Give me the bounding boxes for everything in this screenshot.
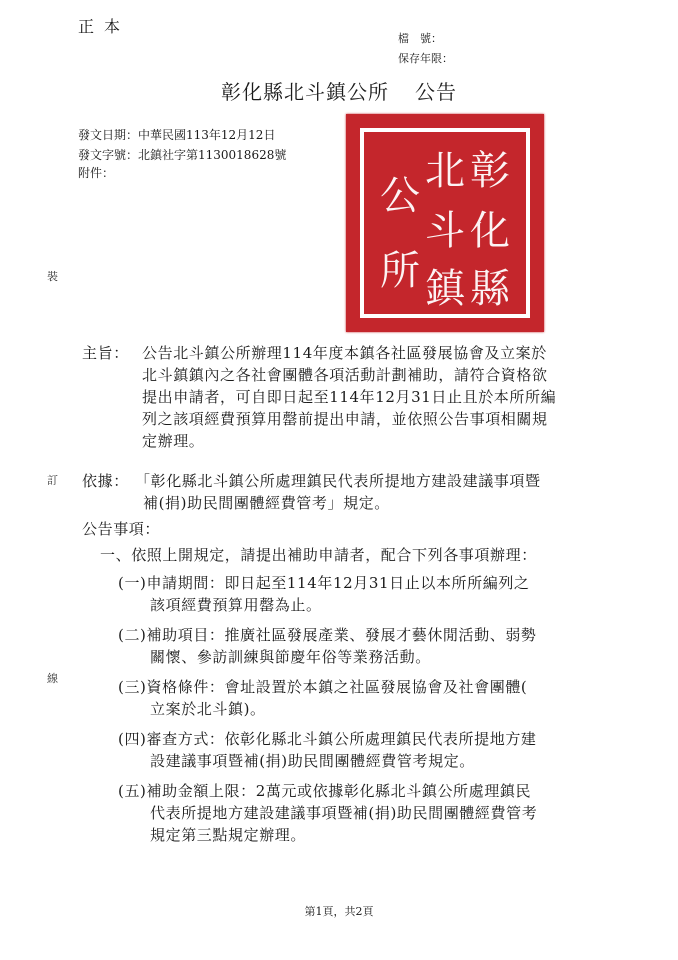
binding-mark-ding: 訂 [47, 474, 58, 487]
seal-glyph: 鎮 [425, 266, 465, 312]
subitem-marker: (二) [118, 626, 147, 644]
basis-text [135, 470, 541, 514]
subitem-line: 關懷、參訪訓練與節慶年俗等業務活動。 [150, 648, 431, 666]
subitem-line: 申請期間：即日起至114年12月31日止以本所所編列之 [146, 574, 530, 592]
subitem-marker: (五) [118, 782, 147, 800]
subitem-line: 該項經費預算用罄為止。 [150, 596, 322, 614]
seal-glyph: 斗 [425, 208, 465, 254]
subitem-5 [118, 780, 537, 846]
issue-number: 發文字號：北鎮社字第1130018628號 [78, 148, 287, 162]
subitem-line: 審查方式：依彰化縣北斗鎮公所處理鎮民代表所提地方建 [146, 730, 537, 748]
subitem-marker: (三) [118, 678, 147, 696]
subject-line: 列之該項經費預算用罄前提出申請，並依照公告事項相關規 [142, 410, 548, 428]
subject-line: 公告北斗鎮公所辦理114年度本鎮各社區發展協會及立案於 [142, 344, 547, 362]
subject-line: 北斗鎮鎮內之各社會團體各項活動計劃補助，請符合資格欲 [142, 366, 548, 384]
subitem-line: 設建議事項暨補(捐)助民間團體經費管考規定。 [150, 752, 475, 770]
seal-glyph: 化 [470, 208, 510, 254]
subitem-line: 資格條件：會址設置於本鎮之社區發展協會及社會團體( [146, 678, 528, 696]
binding-mark-zhuang: 裝 [47, 270, 58, 283]
subitem-line: 補助金額上限：2萬元或依據彰化縣北斗鎮公所處理鎮民 [146, 782, 532, 800]
page-title [0, 76, 678, 105]
subitem-line: 代表所提地方建設建議事項暨補(捐)助民間團體經費管考 [150, 804, 538, 822]
subject-line: 提出申請者，可自即日起至114年12月31日止且於本所所編 [142, 388, 557, 406]
announcement-heading: 公告事項： [82, 520, 161, 538]
seal-glyph: 公 [380, 173, 420, 219]
page-number: 第1頁，共2頁 [304, 905, 374, 918]
subitem-4 [118, 728, 537, 772]
subitem-marker: (一) [118, 574, 147, 592]
seal-graphic [346, 114, 544, 332]
subitem-1 [118, 572, 530, 616]
title-org: 彰化縣北斗鎮公所 [221, 80, 389, 104]
issue-date: 發文日期：中華民國113年12月12日 [78, 128, 276, 142]
seal-glyph: 所 [380, 248, 420, 294]
subitem-marker: (四) [118, 730, 147, 748]
subitem-3 [118, 676, 527, 720]
seal-glyph: 北 [425, 148, 465, 194]
subject-line: 定辦理。 [142, 432, 205, 450]
official-seal [346, 114, 544, 332]
subitem-line: 補助項目：推廣社區發展產業、發展才藝休閒活動、弱勢 [146, 626, 537, 644]
title-doc-type: 公告 [415, 80, 457, 104]
subitem-line: 立案於北斗鎮)。 [150, 700, 266, 718]
binding-mark-xian: 線 [47, 672, 58, 685]
basis-line: 「彰化縣北斗鎮公所處理鎮民代表所提地方建設建議事項暨 [135, 472, 541, 490]
seal-glyph: 縣 [470, 266, 510, 312]
announcement-item-1: 一、依照上開規定，請提出補助申請者，配合下列各事項辦理： [100, 546, 537, 564]
basis-label: 依據： [82, 472, 129, 490]
subitem-line: 規定第三點規定辦理。 [150, 826, 307, 844]
subject-label: 主旨： [82, 344, 129, 362]
retention-label: 保存年限： [398, 52, 453, 65]
attachment-label: 附件： [78, 166, 115, 180]
subitem-2 [118, 624, 537, 668]
subject-text [142, 342, 556, 452]
seal-glyph: 彰 [470, 148, 510, 194]
file-number-label: 檔 號： [398, 32, 442, 45]
copy-mark: 正本 [78, 17, 131, 36]
basis-line: 補(捐)助民間團體經費管考」規定。 [143, 494, 390, 512]
